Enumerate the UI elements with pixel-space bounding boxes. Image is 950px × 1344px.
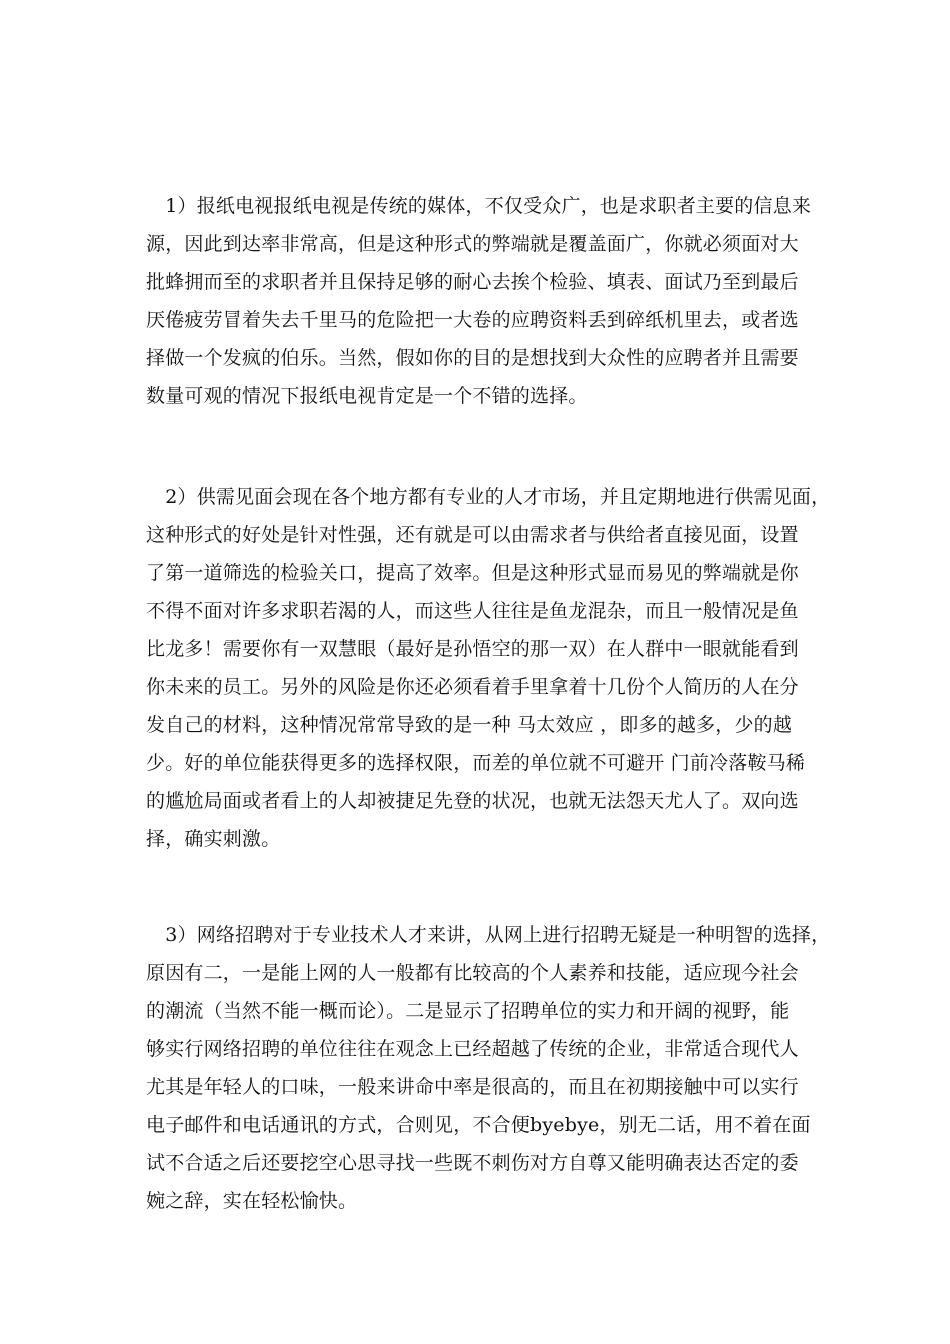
text-line: 发自己的材料，这种情况常常导致的是一种 马太效应 ，即多的越多，少的越 [146,714,793,736]
text-line: 数量可观的情况下报纸电视肯定是一个不错的选择。 [146,385,588,407]
text-line: 少。好的单位能获得更多的选择权限，而差的单位就不可避开 门前冷落鞍马稀 [146,752,806,774]
text-line: 1）报纸电视报纸电视是传统的媒体，不仅受众广，也是求职者主要的信息来 [146,195,812,217]
text-line: 的尴尬局面或者看上的人却被捷足先登的状况，也就无法怨天尤人了。双向选 [146,790,799,812]
text-line: 这种形式的好处是针对性强，还有就是可以由需求者与供给者直接见面，设置 [146,524,799,546]
text-line: 试不合适之后还要挖空心思寻找一些既不刺伤对方自尊又能明确表达否定的委 [146,1152,799,1174]
text-line: 的潮流（当然不能一概而论）。二是显示了招聘单位的实力和开阔的视野，能 [146,1000,790,1022]
text-line: 了第一道筛选的检验关口，提高了效率。但是这种形式显而易见的弊端就是你 [146,562,799,584]
text-line: 电子邮件和电话通讯的方式，合则见，不合便byebye，别无二话，用不着在面 [146,1114,811,1136]
text-line: 择，确实刺激。 [146,828,281,850]
text-line: 2）供需见面会现在各个地方都有专业的人才市场，并且定期地进行供需见面， [146,486,831,508]
text-line: 比龙多！需要你有一双慧眼（最好是孙悟空的那一双）在人群中一眼就能看到 [146,638,799,660]
text-line: 够实行网络招聘的单位往往在观念上已经超越了传统的企业，非常适合现代人 [146,1038,799,1060]
text-line: 批蜂拥而至的求职者并且保持足够的耐心去挨个检验、填表、面试乃至到最后 [146,271,799,293]
text-line: 不得不面对许多求职若渴的人，而这些人往往是鱼龙混杂，而且一般情况是鱼 [146,600,799,622]
paragraph-job-fair [146,478,831,858]
paragraph-online-recruiting [146,916,831,1220]
text-line: 厌倦疲劳冒着失去千里马的危险把一大卷的应聘资料丢到碎纸机里去，或者选 [146,309,799,331]
text-line: 你未来的员工。另外的风险是你还必须看着手里拿着十几份个人简历的人在分 [146,676,799,698]
text-line: 3）网络招聘对于专业技术人才来讲，从网上进行招聘无疑是一种明智的选择， [146,924,831,946]
text-line: 尤其是年轻人的口味，一般来讲命中率是很高的，而且在初期接触中可以实行 [146,1076,799,1098]
paragraph-newspaper-tv [146,187,826,415]
text-line: 择做一个发疯的伯乐。当然，假如你的目的是想找到大众性的应聘者并且需要 [146,347,799,369]
text-line: 婉之辞，实在轻松愉快。 [146,1190,358,1212]
text-line: 源，因此到达率非常高，但是这种形式的弊端就是覆盖面广，你就必须面对大 [146,233,799,255]
text-line: 原因有二，一是能上网的人一般都有比较高的个人素养和技能，适应现今社会 [146,962,799,984]
